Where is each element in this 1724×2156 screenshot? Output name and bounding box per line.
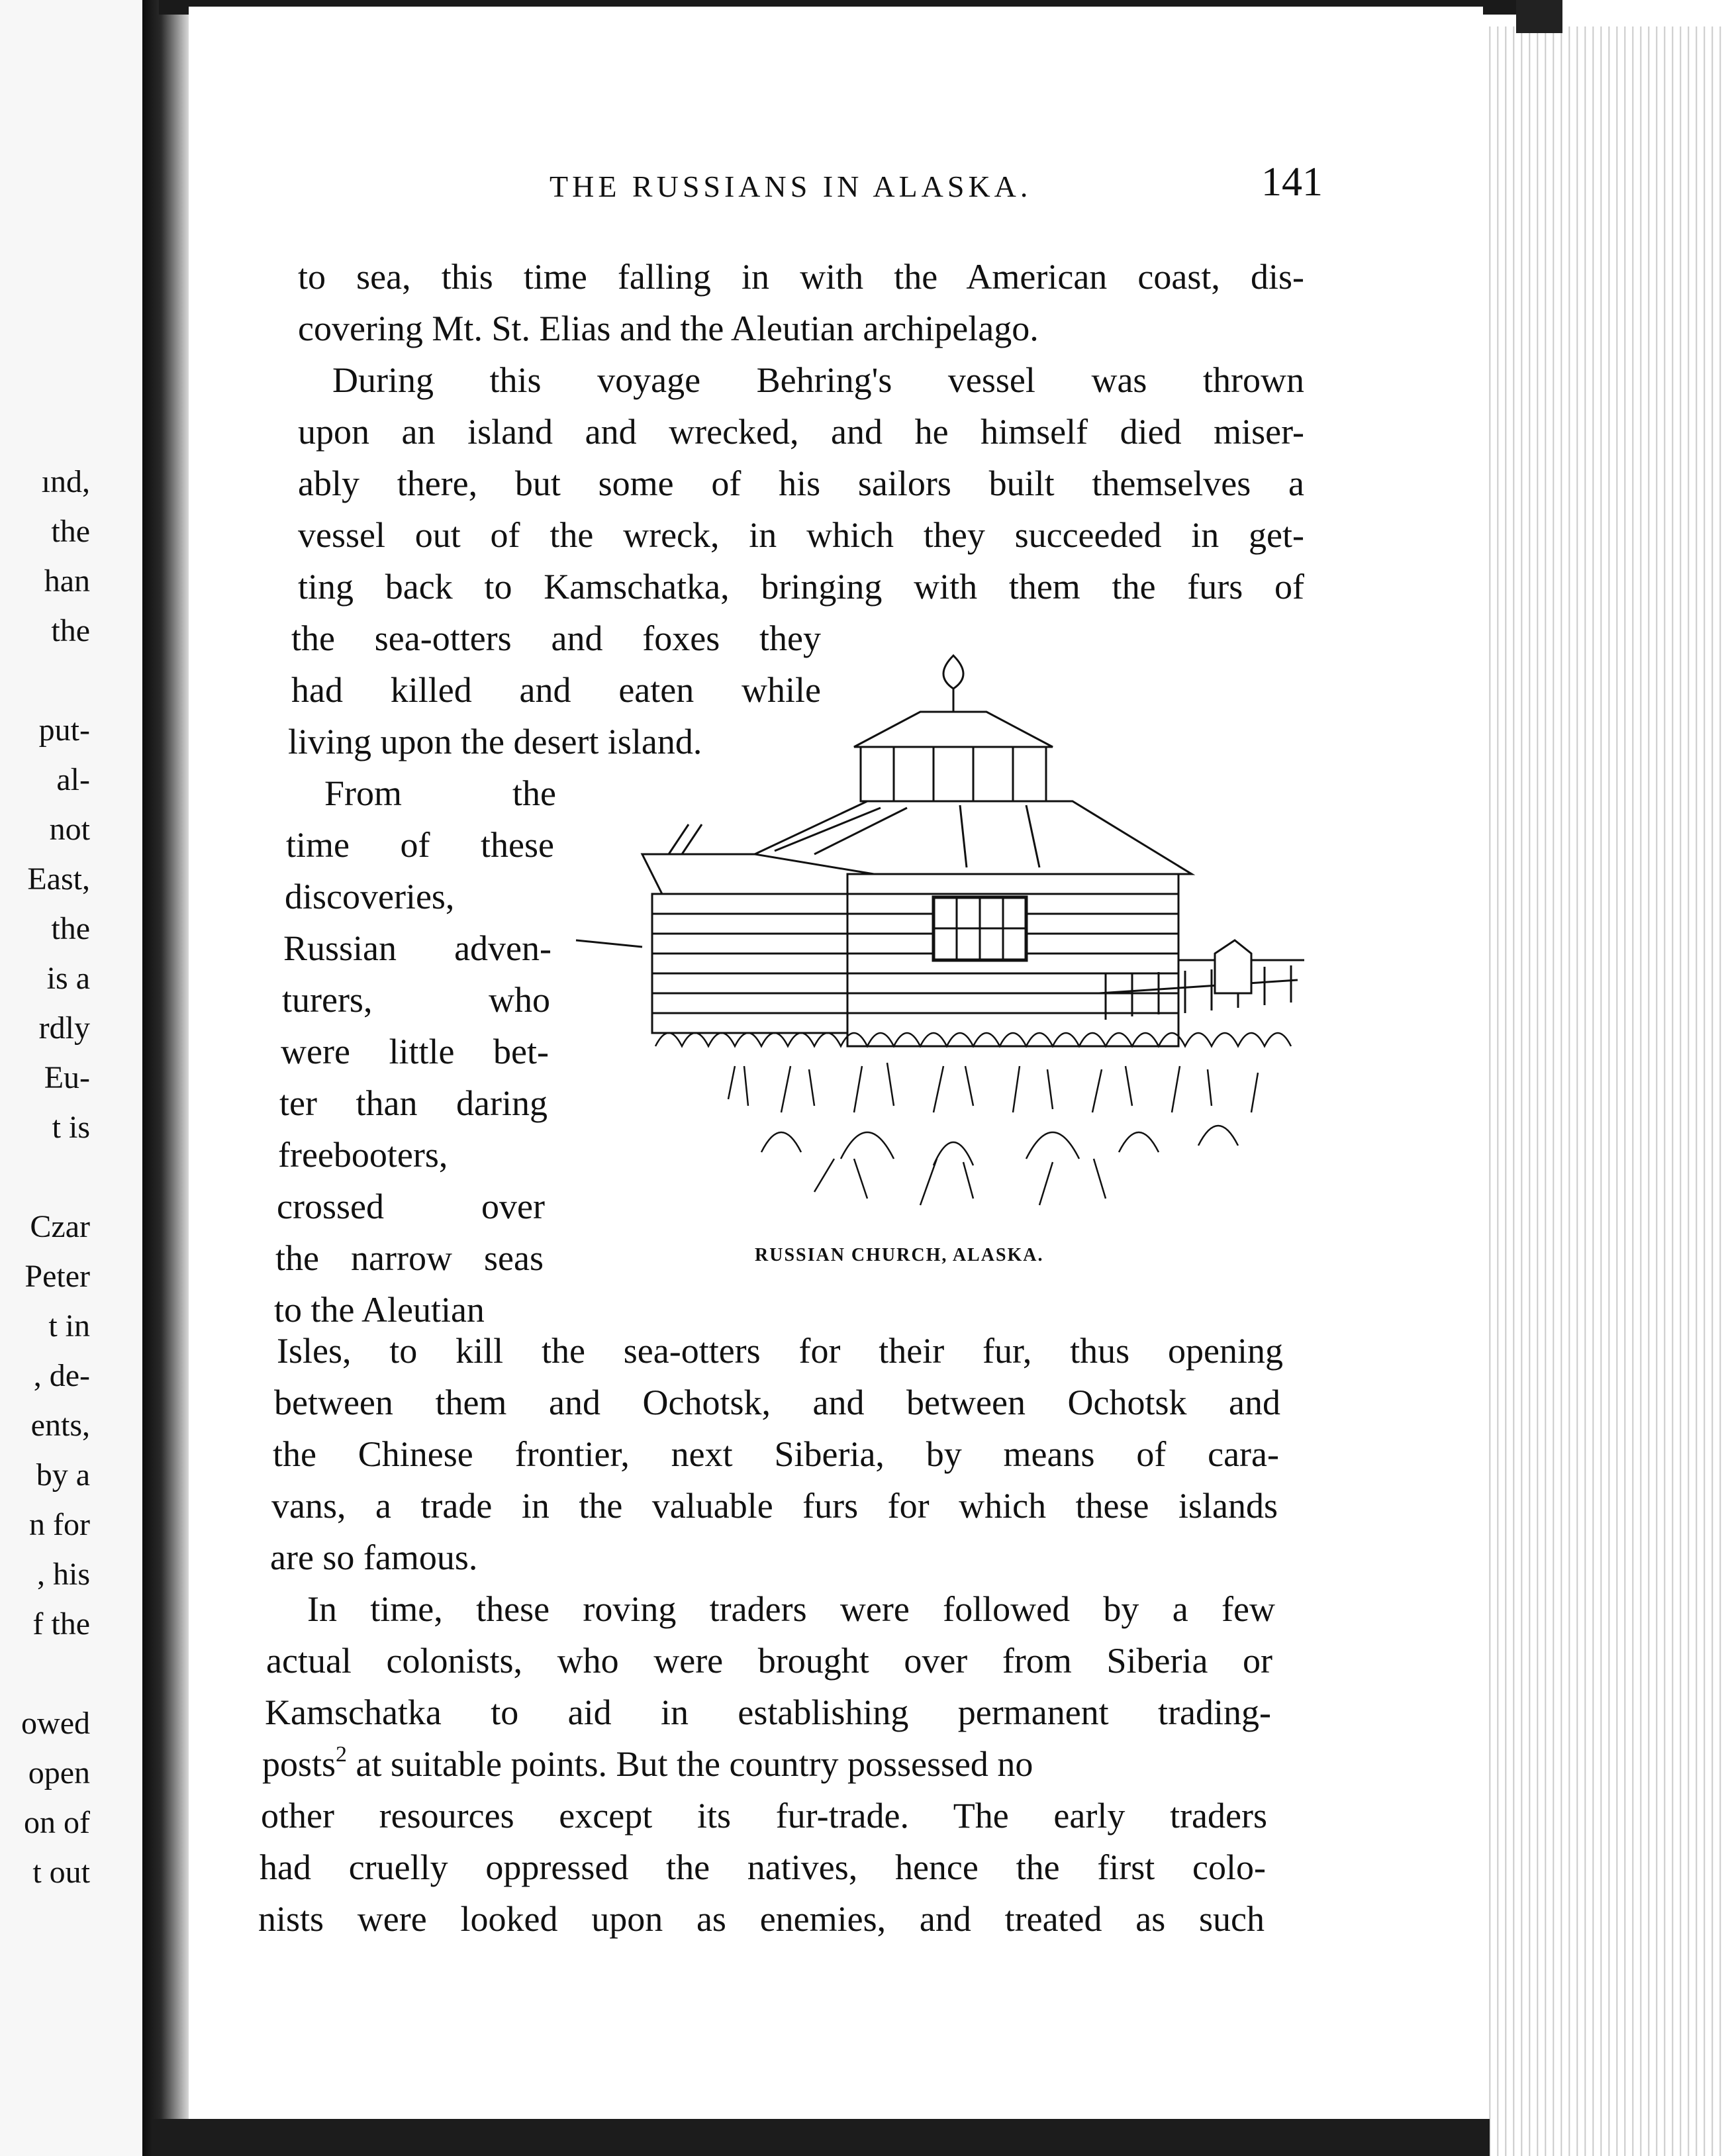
text-line: covering Mt. St. Elias and the Aleutian archipelago. (298, 309, 1039, 348)
left-page-fragment: East, (27, 861, 90, 897)
left-page-fragment: owed (21, 1706, 90, 1741)
left-page-fragment: Eu- (44, 1060, 90, 1095)
left-page-fragment: rdly (38, 1010, 90, 1046)
text-line: the Chinese frontier, next Siberia, by means of cara- (273, 1434, 1279, 1474)
text-line: to sea, this time falling in with the American coast, dis- (298, 257, 1304, 297)
text-line: ably there, but some of his sailors built themselves a (298, 464, 1304, 503)
left-page-fragment: f the (32, 1606, 90, 1642)
text-line: to the Aleutian (274, 1290, 485, 1330)
text-line: are so famous. (270, 1538, 478, 1577)
text-line-with-footnote (262, 1739, 1269, 1789)
text-line: crossed over (277, 1187, 545, 1226)
left-page-fragment: the (51, 613, 90, 648)
text-line: turers, who (282, 980, 550, 1020)
left-page-fragment: not (49, 812, 90, 847)
left-page-fragment: Peter (24, 1259, 90, 1294)
left-page-fragment: put- (38, 712, 90, 748)
text-line: During this voyage Behring's vessel was thrown (332, 360, 1304, 400)
text-fragment: posts (262, 1744, 336, 1784)
footnote-marker[interactable]: 2 (336, 1742, 348, 1767)
left-page-fragment: the (51, 514, 90, 549)
left-page-fragment: ınd, (41, 464, 90, 499)
page-stack-edges (1483, 26, 1724, 2156)
russian-church-illustration (563, 649, 1311, 1232)
running-head: THE RUSSIANS IN ALASKA. (550, 170, 1032, 203)
left-page-fragment (0, 1152, 166, 1202)
text-fragment: at suitable points. But the country possessed no (356, 1744, 1033, 1784)
left-page-fragment: han (44, 564, 90, 599)
text-line: time of these (286, 825, 554, 865)
text-line: the sea-otters and foxes they (291, 618, 821, 658)
text-line: living upon the desert island. (288, 722, 702, 761)
left-page-fragment: al- (56, 762, 90, 797)
left-page-fragment: t in (48, 1308, 90, 1344)
figure-caption: RUSSIAN CHURCH, ALASKA. (755, 1245, 1044, 1265)
left-page-fragment: t is (52, 1110, 90, 1145)
page-stack-shadow (1516, 0, 1562, 33)
text-line: Russian adven- (283, 928, 551, 968)
text-line: had cruelly oppressed the natives, hence the first colo- (260, 1847, 1266, 1887)
book-spine-gutter (142, 0, 189, 2156)
left-page-fragment (0, 1649, 166, 1698)
left-page-fragment: n for (29, 1507, 90, 1542)
text-line: In time, these roving traders were followed by a few (307, 1589, 1275, 1629)
text-line: had killed and eaten while (291, 670, 821, 710)
text-line: vans, a trade in the valuable furs for which these islands (271, 1486, 1278, 1526)
text-line: discoveries, (285, 877, 455, 916)
left-page-fragment: , de- (33, 1358, 90, 1393)
text-line: the narrow seas (275, 1238, 544, 1278)
left-page-fragment: t out (32, 1855, 90, 1890)
left-page-fragment: the (51, 911, 90, 946)
text-line: were little bet- (281, 1032, 549, 1071)
left-page-fragment: is a (46, 961, 90, 996)
left-page-fragment: by a (36, 1457, 90, 1493)
left-page-fragment: , his (36, 1557, 90, 1592)
text-line: vessel out of the wreck, in which they succeeded in get- (298, 515, 1304, 555)
text-line: From the (324, 773, 556, 813)
page-number: 141 (1261, 160, 1323, 205)
text-line: nists were looked upon as enemies, and treated as such (258, 1899, 1265, 1939)
text-line: actual colonists, who were brought over from Siberia or (266, 1641, 1272, 1681)
text-line: upon an island and wrecked, and he himself died miser- (298, 412, 1304, 452)
left-page-fragment: ents, (30, 1408, 90, 1443)
text-line: ter than daring (279, 1083, 548, 1123)
left-page-fragment: open (28, 1755, 90, 1790)
left-page-text-fragments (0, 457, 166, 1897)
text-line: between them and Ochotsk, and between Ochotsk and (274, 1383, 1280, 1422)
left-page-fragment: Czar (30, 1209, 90, 1244)
text-line: Isles, to kill the sea-otters for their fur, thus opening (277, 1331, 1283, 1371)
text-line: other resources except its fur-trade. The early traders (261, 1796, 1267, 1836)
text-line: Kamschatka to aid in establishing permanent trading- (265, 1692, 1271, 1732)
text-line: ting back to Kamschatka, bringing with them the furs of (298, 567, 1304, 607)
text-line: freebooters, (278, 1135, 448, 1175)
left-page-fragment: on of (24, 1805, 90, 1840)
left-page-fragment (0, 656, 166, 705)
book-bottom-edge (152, 2119, 1490, 2156)
